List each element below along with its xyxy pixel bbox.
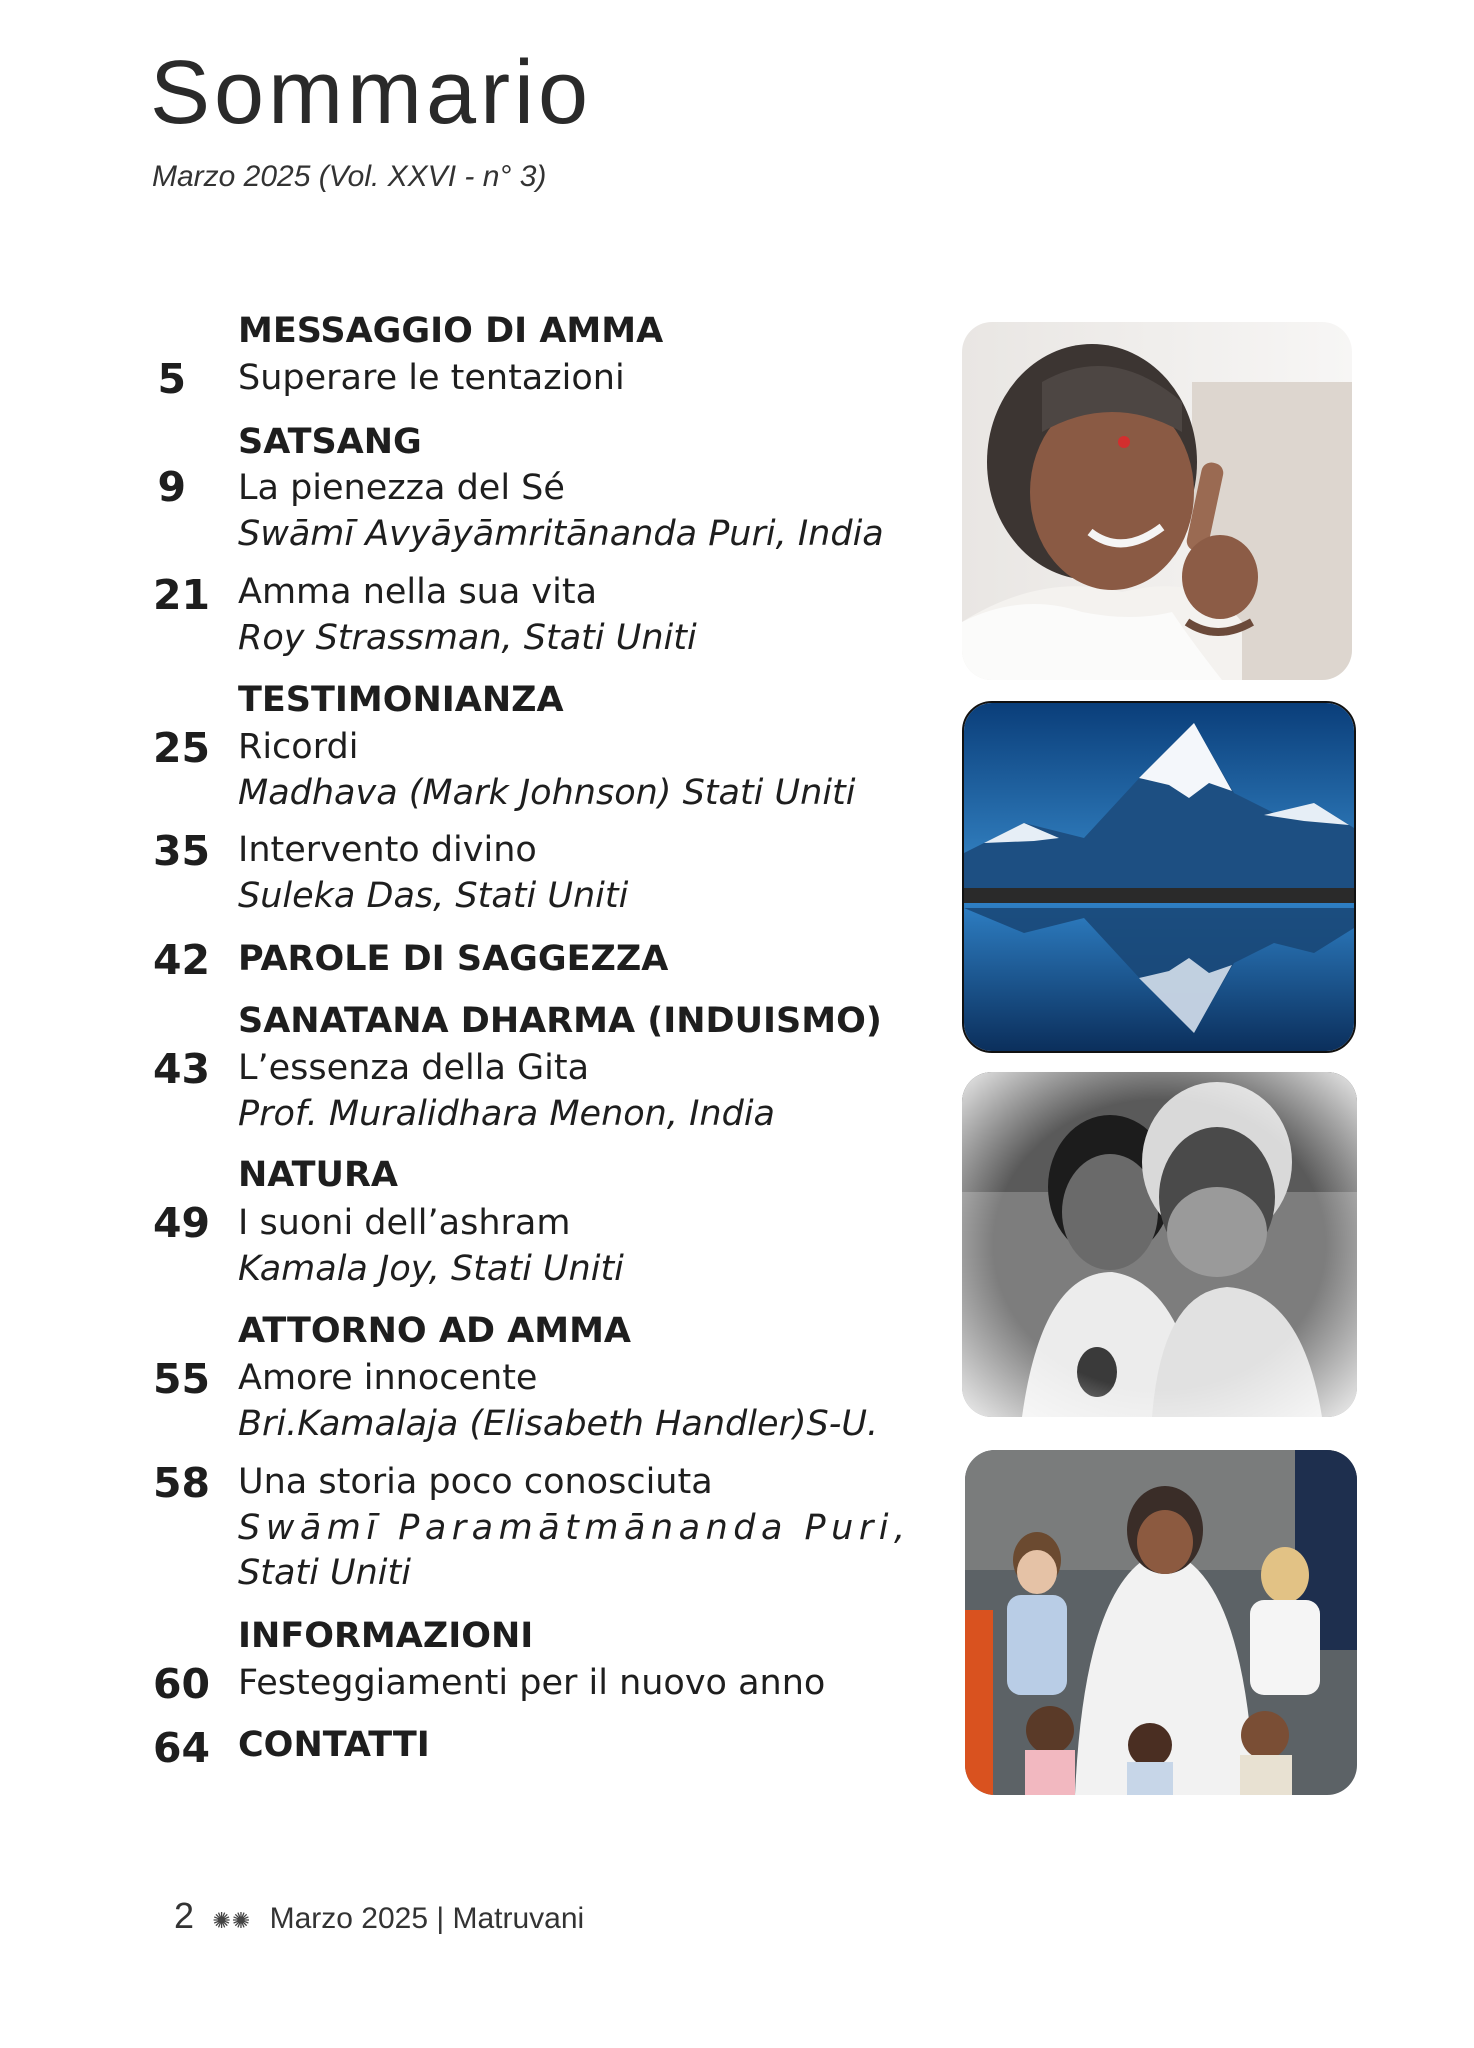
toc-entry-title: I suoni dell’ashram bbox=[238, 1203, 571, 1243]
toc-entry-author: Madhava (Mark Johnson) Stati Uniti bbox=[238, 773, 856, 813]
amma-portrait-photo bbox=[962, 322, 1352, 680]
toc-entry-author: Swāmī Avyāyāmritānanda Puri, India bbox=[238, 514, 884, 554]
toc-entry-title: Festeggiamenti per il nuovo anno bbox=[238, 1663, 826, 1703]
toc-page-number: 43 bbox=[152, 1045, 210, 1093]
toc-page-number: 25 bbox=[152, 724, 210, 772]
section-heading-satsang: SATSANG bbox=[238, 422, 422, 462]
section-heading-informazioni: INFORMAZIONI bbox=[238, 1616, 534, 1656]
flower-ornament-icon: ✺✺ bbox=[212, 1908, 252, 1933]
section-heading-contatti: CONTATTI bbox=[238, 1725, 430, 1765]
amma-with-children-photo bbox=[965, 1450, 1357, 1795]
footer-page-number: 2 bbox=[174, 1895, 195, 1936]
toc-entry-author: Kamala Joy, Stati Uniti bbox=[238, 1249, 624, 1289]
toc-entry-title: L’essenza della Gita bbox=[238, 1048, 590, 1088]
section-heading-testimonianza: TESTIMONIANZA bbox=[238, 680, 564, 720]
toc-entry-author: Prof. Muralidhara Menon, India bbox=[238, 1094, 775, 1134]
toc-entry-author-continued: Stati Uniti bbox=[238, 1553, 411, 1593]
toc-page-number: 35 bbox=[152, 827, 210, 875]
toc-entry-author: Bri.Kamalaja (Elisabeth Handler)S-U. bbox=[238, 1404, 879, 1444]
toc-page-number: 21 bbox=[152, 571, 210, 619]
toc-page-number: 5 bbox=[157, 355, 186, 403]
toc-page-number: 55 bbox=[152, 1355, 210, 1403]
toc-entry-title: Ricordi bbox=[238, 727, 359, 767]
toc-entry-author: Suleka Das, Stati Uniti bbox=[238, 876, 629, 916]
toc-page-number: 42 bbox=[152, 936, 210, 984]
toc-page-number: 64 bbox=[152, 1724, 210, 1772]
toc-entry-title: La pienezza del Sé bbox=[238, 468, 565, 508]
toc-entry-title: Superare le tentazioni bbox=[238, 358, 625, 398]
section-heading-attorno: ATTORNO AD AMMA bbox=[238, 1311, 632, 1351]
toc-entry-author: Roy Strassman, Stati Uniti bbox=[238, 618, 697, 658]
mountain-lake-photo bbox=[962, 701, 1356, 1053]
issue-subtitle: Marzo 2025 (Vol. XXVI - n° 3) bbox=[152, 160, 547, 193]
toc-page-number: 9 bbox=[157, 463, 186, 511]
toc-entry-title: Una storia poco conosciuta bbox=[238, 1462, 713, 1502]
toc-page-number: 49 bbox=[152, 1199, 210, 1247]
toc-entry-title: Intervento divino bbox=[238, 830, 537, 870]
toc-entry-title: Amore innocente bbox=[238, 1358, 538, 1398]
toc-page-number: 60 bbox=[152, 1660, 210, 1708]
page-title: Sommario bbox=[150, 43, 593, 143]
toc-entry-author: Swāmī Paramātmānanda Puri, bbox=[238, 1508, 911, 1548]
section-heading-sanatana: SANATANA DHARMA (INDUISMO) bbox=[238, 1001, 882, 1041]
section-heading-natura: NATURA bbox=[238, 1155, 398, 1195]
footer-text: Marzo 2025 | Matruvani bbox=[269, 1902, 585, 1935]
vintage-bw-photo bbox=[962, 1072, 1357, 1417]
section-heading-parole: PAROLE DI SAGGEZZA bbox=[238, 939, 669, 979]
toc-page-number: 58 bbox=[152, 1459, 210, 1507]
page-footer bbox=[174, 1895, 584, 1937]
section-heading-messaggio: MESSAGGIO DI AMMA bbox=[238, 311, 664, 351]
toc-entry-title: Amma nella sua vita bbox=[238, 572, 598, 612]
